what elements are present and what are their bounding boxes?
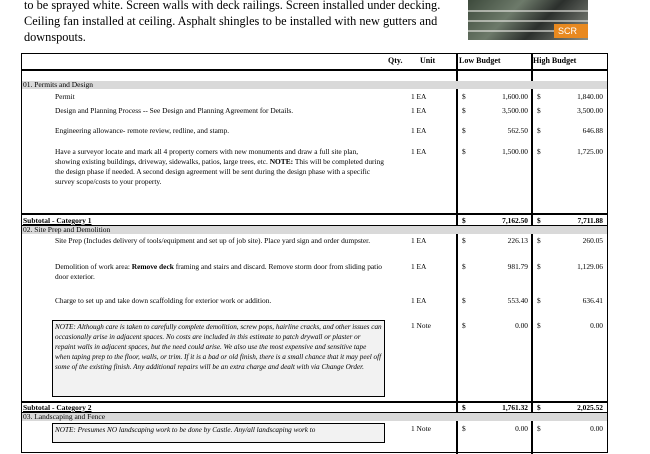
- line-item-qty: 1 EA: [411, 106, 427, 115]
- currency: $: [462, 424, 466, 433]
- intro-paragraph: to be sprayed white. Screen walls with deck railings. Screen installed under decking. Ceiling fan installed at ceiling. Asphalt shingles to be installed with new gutters and downspouts.: [24, 0, 441, 44]
- line-item-qty: 1 EA: [411, 92, 427, 101]
- demo-desc-a: Demolition of work area:: [55, 262, 132, 271]
- currency: $: [537, 126, 541, 135]
- subtotal-high: 2,025.52: [577, 403, 603, 412]
- demolition-note: NOTE: Although care is taken to carefully complete demolition, screw pops, hairline cracks, and other issues can occasionally arise in adjacent spaces. No costs are included in this estimate to patch drywall or plaster or repaint walls in adjacent spaces, but the need could arise. We also use the most expensive and sensitive tape when taping prep to the floor, walls, or trim. If it is a bad or old finish, there is a small chance that it may peel off some of the existing finish. Any additional repairs will be an extra charge and dealt with via Change Order.: [52, 320, 385, 397]
- low-amount: 226.13: [507, 236, 528, 245]
- currency: $: [462, 147, 466, 156]
- subtotal-row: [22, 216, 607, 225]
- survey-note: This will be completed during the design phase if needed. A second design agreement will be sent during the design phase with a specific survey scope/costs to your property.: [55, 157, 384, 186]
- high-amount: 260.05: [582, 236, 603, 245]
- category-header: 02. Site Prep and Demolition: [22, 226, 607, 234]
- photo-badge: SCR: [554, 24, 588, 38]
- line-item-qty: 1 EA: [411, 126, 427, 135]
- high-amount: 0.00: [590, 321, 603, 330]
- line-item-qty: 1 Note: [411, 321, 431, 330]
- currency: $: [537, 296, 541, 305]
- estimate-table: [21, 53, 608, 453]
- line-item-desc: Design and Planning Process -- See Design and Planning Agreement for Details.: [55, 106, 294, 115]
- line-item-qty: 1 EA: [411, 262, 427, 271]
- currency: $: [537, 147, 541, 156]
- note-label: NOTE:: [269, 157, 294, 166]
- line-item-qty: 1 EA: [411, 236, 427, 245]
- high-amount: 636.41: [582, 296, 603, 305]
- survey-desc: Have a surveyor locate and mark all 4 property corners with new monuments and draw a full site plan, showing existing buildings, driveway, sidewalks, patios, large trees, etc.: [55, 147, 359, 166]
- currency: $: [537, 424, 541, 433]
- low-amount: 0.00: [515, 424, 528, 433]
- currency: $: [537, 321, 541, 330]
- high-amount: 1,129.06: [577, 262, 603, 271]
- demo-desc-bold: Remove deck: [131, 262, 174, 271]
- subtotal-high: 7,711.88: [577, 216, 603, 225]
- demo-desc-b: framing and stairs and discard. Remove storm door from sliding patio door exterior.: [55, 262, 382, 281]
- high-amount: 0.00: [590, 424, 603, 433]
- high-amount: 1,840.00: [577, 92, 603, 101]
- currency: $: [537, 106, 541, 115]
- subtotal-label: Subtotal - Category 2: [23, 403, 92, 412]
- line-item-desc: Site Prep (Includes delivery of tools/equipment and set up of job site). Place yard sign and order dumpster.: [55, 236, 371, 245]
- line-item-qty: 1 EA: [411, 147, 427, 156]
- category-header: 03. Landscaping and Fence: [22, 413, 607, 421]
- currency: $: [462, 262, 466, 271]
- subtotal-row: [22, 403, 607, 412]
- low-amount: 553.40: [507, 296, 528, 305]
- qty-header: Qty.: [388, 56, 403, 65]
- high-amount: 3,500.00: [577, 106, 603, 115]
- line-item-desc: [55, 262, 385, 282]
- currency: $: [537, 262, 541, 271]
- low-budget-header: Low Budget: [459, 56, 501, 65]
- currency: $: [462, 216, 466, 225]
- currency: $: [537, 92, 541, 101]
- low-amount: 3,500.00: [502, 106, 528, 115]
- line-item-desc: Charge to set up and take down scaffolding for exterior work or addition.: [55, 296, 272, 305]
- line-item-desc: Engineering allowance- remote review, redline, and stamp.: [55, 126, 230, 135]
- currency: $: [462, 321, 466, 330]
- low-amount: 1,600.00: [502, 92, 528, 101]
- line-item-qty: 1 Note: [411, 424, 431, 433]
- currency: $: [537, 236, 541, 245]
- table-header: [22, 54, 607, 69]
- currency: $: [462, 236, 466, 245]
- high-amount: 646.88: [582, 126, 603, 135]
- low-amount: 0.00: [515, 321, 528, 330]
- subtotal-low: 7,162.50: [502, 216, 528, 225]
- high-budget-header: High Budget: [533, 56, 577, 65]
- project-photo: [468, 0, 588, 40]
- currency: $: [462, 106, 466, 115]
- high-amount: 1,725.00: [577, 147, 603, 156]
- currency: $: [462, 403, 466, 412]
- currency: $: [462, 92, 466, 101]
- landscaping-note: NOTE: Presumes NO landscaping work to be done by Castle. Any/all landscaping work to: [52, 423, 385, 443]
- unit-header: Unit: [420, 56, 436, 65]
- line-item-qty: 1 EA: [411, 296, 427, 305]
- currency: $: [537, 216, 541, 225]
- line-item-desc: [55, 147, 385, 187]
- category-header: 01. Permits and Design: [22, 81, 607, 89]
- low-amount: 981.79: [507, 262, 528, 271]
- currency: $: [462, 296, 466, 305]
- currency: $: [462, 126, 466, 135]
- low-amount: 562.50: [507, 126, 528, 135]
- low-amount: 1,500.00: [502, 147, 528, 156]
- line-item-desc: Permit: [55, 92, 75, 101]
- subtotal-label: Subtotal - Category 1: [23, 216, 92, 225]
- currency: $: [537, 403, 541, 412]
- subtotal-low: 1,761.32: [502, 403, 528, 412]
